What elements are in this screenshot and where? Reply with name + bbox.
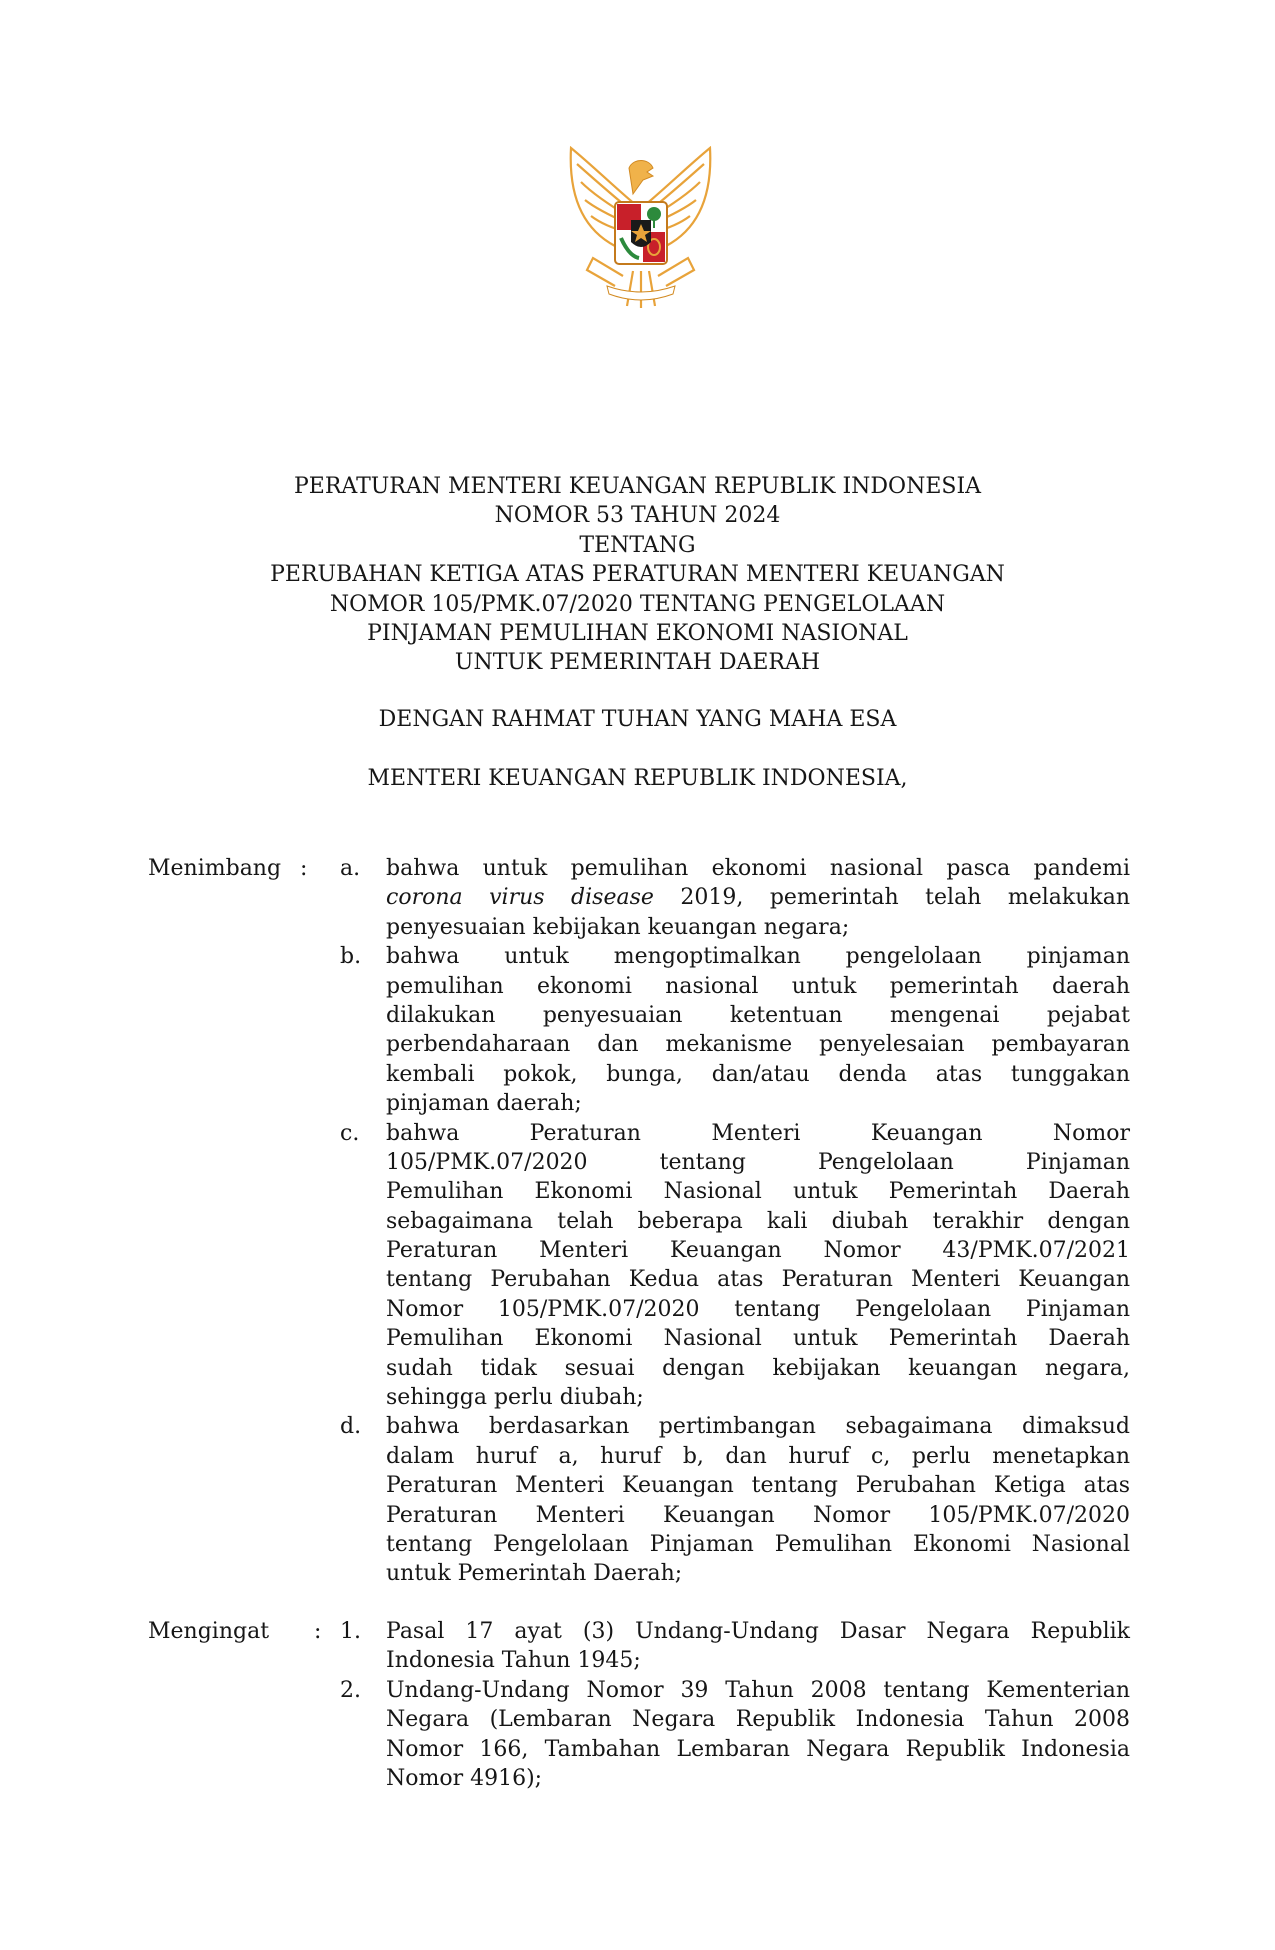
text-line (386, 1676, 1130, 1705)
text-segment: Negara (Lembaran Negara Republik Indonesia Tahun 2008 (386, 1707, 1130, 1733)
text-segment: Peraturan Menteri Keuangan tentang Perubahan Ketiga atas (386, 1473, 1130, 1499)
item-marker: a. (340, 856, 361, 881)
text-line (386, 1001, 1130, 1030)
text-line (386, 913, 1130, 942)
menimbang-section (148, 854, 1130, 1589)
text-line (386, 972, 1130, 1001)
text-segment: sebagaimana telah beberapa kali diubah terakhir dengan (386, 1208, 1130, 1234)
item-marker: c. (340, 1120, 360, 1146)
text-segment: untuk Pemerintah Daerah; (386, 1561, 683, 1587)
text-line (386, 1089, 1130, 1118)
text-segment: pemulihan ekonomi nasional untuk pemerintah daerah (386, 973, 1130, 999)
text-segment: Nomor 4916); (386, 1765, 543, 1791)
text-line (386, 1119, 1130, 1148)
text-line (386, 942, 1130, 971)
menimbang-item (340, 942, 1130, 1118)
text-line (386, 1060, 1130, 1089)
text-segment: Pemulihan Ekonomi Nasional untuk Pemerintah Daerah (386, 1326, 1130, 1352)
text-line (386, 1148, 1130, 1177)
item-marker: b. (340, 944, 362, 970)
item-marker: 1. (340, 1619, 361, 1644)
text-line (386, 1324, 1130, 1353)
text-segment: penyesuaian kebijakan keuangan negara; (386, 914, 850, 940)
text-line (386, 1705, 1130, 1734)
text-segment: perbendaharaan dan mekanisme penyelesaian pembayaran (386, 1032, 1130, 1058)
text-line (386, 1764, 1130, 1793)
text-line (386, 1177, 1130, 1206)
text-line (386, 1383, 1130, 1412)
title-line: PERUBAHAN KETIGA ATAS PERATURAN MENTERI KEUANGAN (270, 562, 1005, 588)
title-line: TENTANG (579, 532, 696, 558)
text-line (386, 1030, 1130, 1059)
mengingat-section (148, 1617, 1130, 1793)
item-marker: 2. (340, 1677, 361, 1703)
text-segment: Peraturan Menteri Keuangan Nomor 105/PMK.07/2020 (386, 1502, 1130, 1528)
invocation: DENGAN RAHMAT TUHAN YANG MAHA ESA (378, 707, 897, 732)
text-segment: Pemulihan Ekonomi Nasional untuk Pemerintah Daerah (386, 1179, 1130, 1205)
menimbang-item (340, 1412, 1130, 1588)
item-marker: d. (340, 1414, 362, 1440)
text-line (386, 1501, 1130, 1530)
mengingat-item (340, 1617, 1130, 1676)
text-segment: bahwa berdasarkan pertimbangan sebagaimana dimaksud (386, 1414, 1130, 1440)
text-line (386, 1265, 1130, 1294)
text-line (386, 1617, 1130, 1646)
text-line (386, 1354, 1130, 1383)
text-segment: Undang-Undang Nomor 39 Tahun 2008 tentang Kementerian (386, 1677, 1130, 1703)
text-segment: tentang Perubahan Kedua atas Peraturan Menteri Keuangan (386, 1267, 1130, 1293)
text-line (386, 1442, 1130, 1471)
section-colon: : (300, 856, 308, 881)
text-segment: bahwa Peraturan Menteri Keuangan Nomor (386, 1120, 1130, 1146)
text-segment: dalam huruf a, huruf b, dan huruf c, perlu menetapkan (386, 1443, 1130, 1469)
title-line: UNTUK PEMERINTAH DAERAH (454, 650, 821, 676)
text-segment: bahwa untuk pemulihan ekonomi nasional pasca pandemi (386, 856, 1130, 881)
text-line (386, 1295, 1130, 1324)
text-segment: tentang Pengelolaan Pinjaman Pemulihan Ekonomi Nasional (386, 1531, 1130, 1557)
text-line (386, 1207, 1130, 1236)
text-segment: 105/PMK.07/2020 tentang Pengelolaan Pinjaman (386, 1149, 1130, 1175)
minister-heading: MENTERI KEUANGAN REPUBLIK INDONESIA, (367, 766, 908, 791)
text-line (386, 1412, 1130, 1441)
text-segment: sudah tidak sesuai dengan kebijakan keuangan negara, (386, 1355, 1130, 1381)
text-line (386, 1646, 1130, 1675)
text-segment: Peraturan Menteri Keuangan Nomor 43/PMK.07/2021 (386, 1238, 1130, 1264)
text-line (386, 1530, 1130, 1559)
text-segment: Pasal 17 ayat (3) Undang-Undang Dasar Negara Republik (386, 1619, 1130, 1644)
garuda-pancasila-emblem (563, 146, 718, 311)
text-line (386, 854, 1130, 883)
title-line: NOMOR 105/PMK.07/2020 TENTANG PENGELOLAAN (329, 591, 946, 617)
menimbang-item (340, 1119, 1130, 1413)
menimbang-item (340, 854, 1130, 942)
text-segment: sehingga perlu diubah; (386, 1385, 644, 1411)
text-segment: pinjaman daerah; (386, 1091, 582, 1117)
section-colon: : (314, 1619, 322, 1644)
section-label: Menimbang (148, 856, 282, 881)
text-line (386, 1471, 1130, 1500)
title-line: NOMOR 53 TAHUN 2024 (494, 503, 781, 529)
text-segment: Indonesia Tahun 1945; (386, 1648, 641, 1674)
regulation-title (0, 472, 1275, 678)
title-line: PINJAMAN PEMULIHAN EKONOMI NASIONAL (367, 621, 908, 647)
italic-term: corona virus disease (386, 885, 654, 911)
text-line (386, 1735, 1130, 1764)
section-label: Mengingat (148, 1619, 270, 1644)
title-line: PERATURAN MENTERI KEUANGAN REPUBLIK INDONESIA (293, 474, 982, 499)
text-segment: bahwa untuk mengoptimalkan pengelolaan pinjaman (386, 944, 1130, 970)
mengingat-item (340, 1676, 1130, 1794)
text-segment: dilakukan penyesuaian ketentuan mengenai pejabat (386, 1002, 1130, 1028)
text-line (386, 1559, 1130, 1588)
text-segment: 2019, pemerintah telah melakukan (653, 885, 1130, 911)
text-line (386, 883, 1130, 912)
text-segment: Nomor 166, Tambahan Lembaran Negara Republik Indonesia (386, 1736, 1130, 1762)
text-segment: Nomor 105/PMK.07/2020 tentang Pengelolaan Pinjaman (386, 1296, 1130, 1322)
text-segment: kembali pokok, bunga, dan/atau denda atas tunggakan (386, 1061, 1130, 1087)
text-line (386, 1236, 1130, 1265)
